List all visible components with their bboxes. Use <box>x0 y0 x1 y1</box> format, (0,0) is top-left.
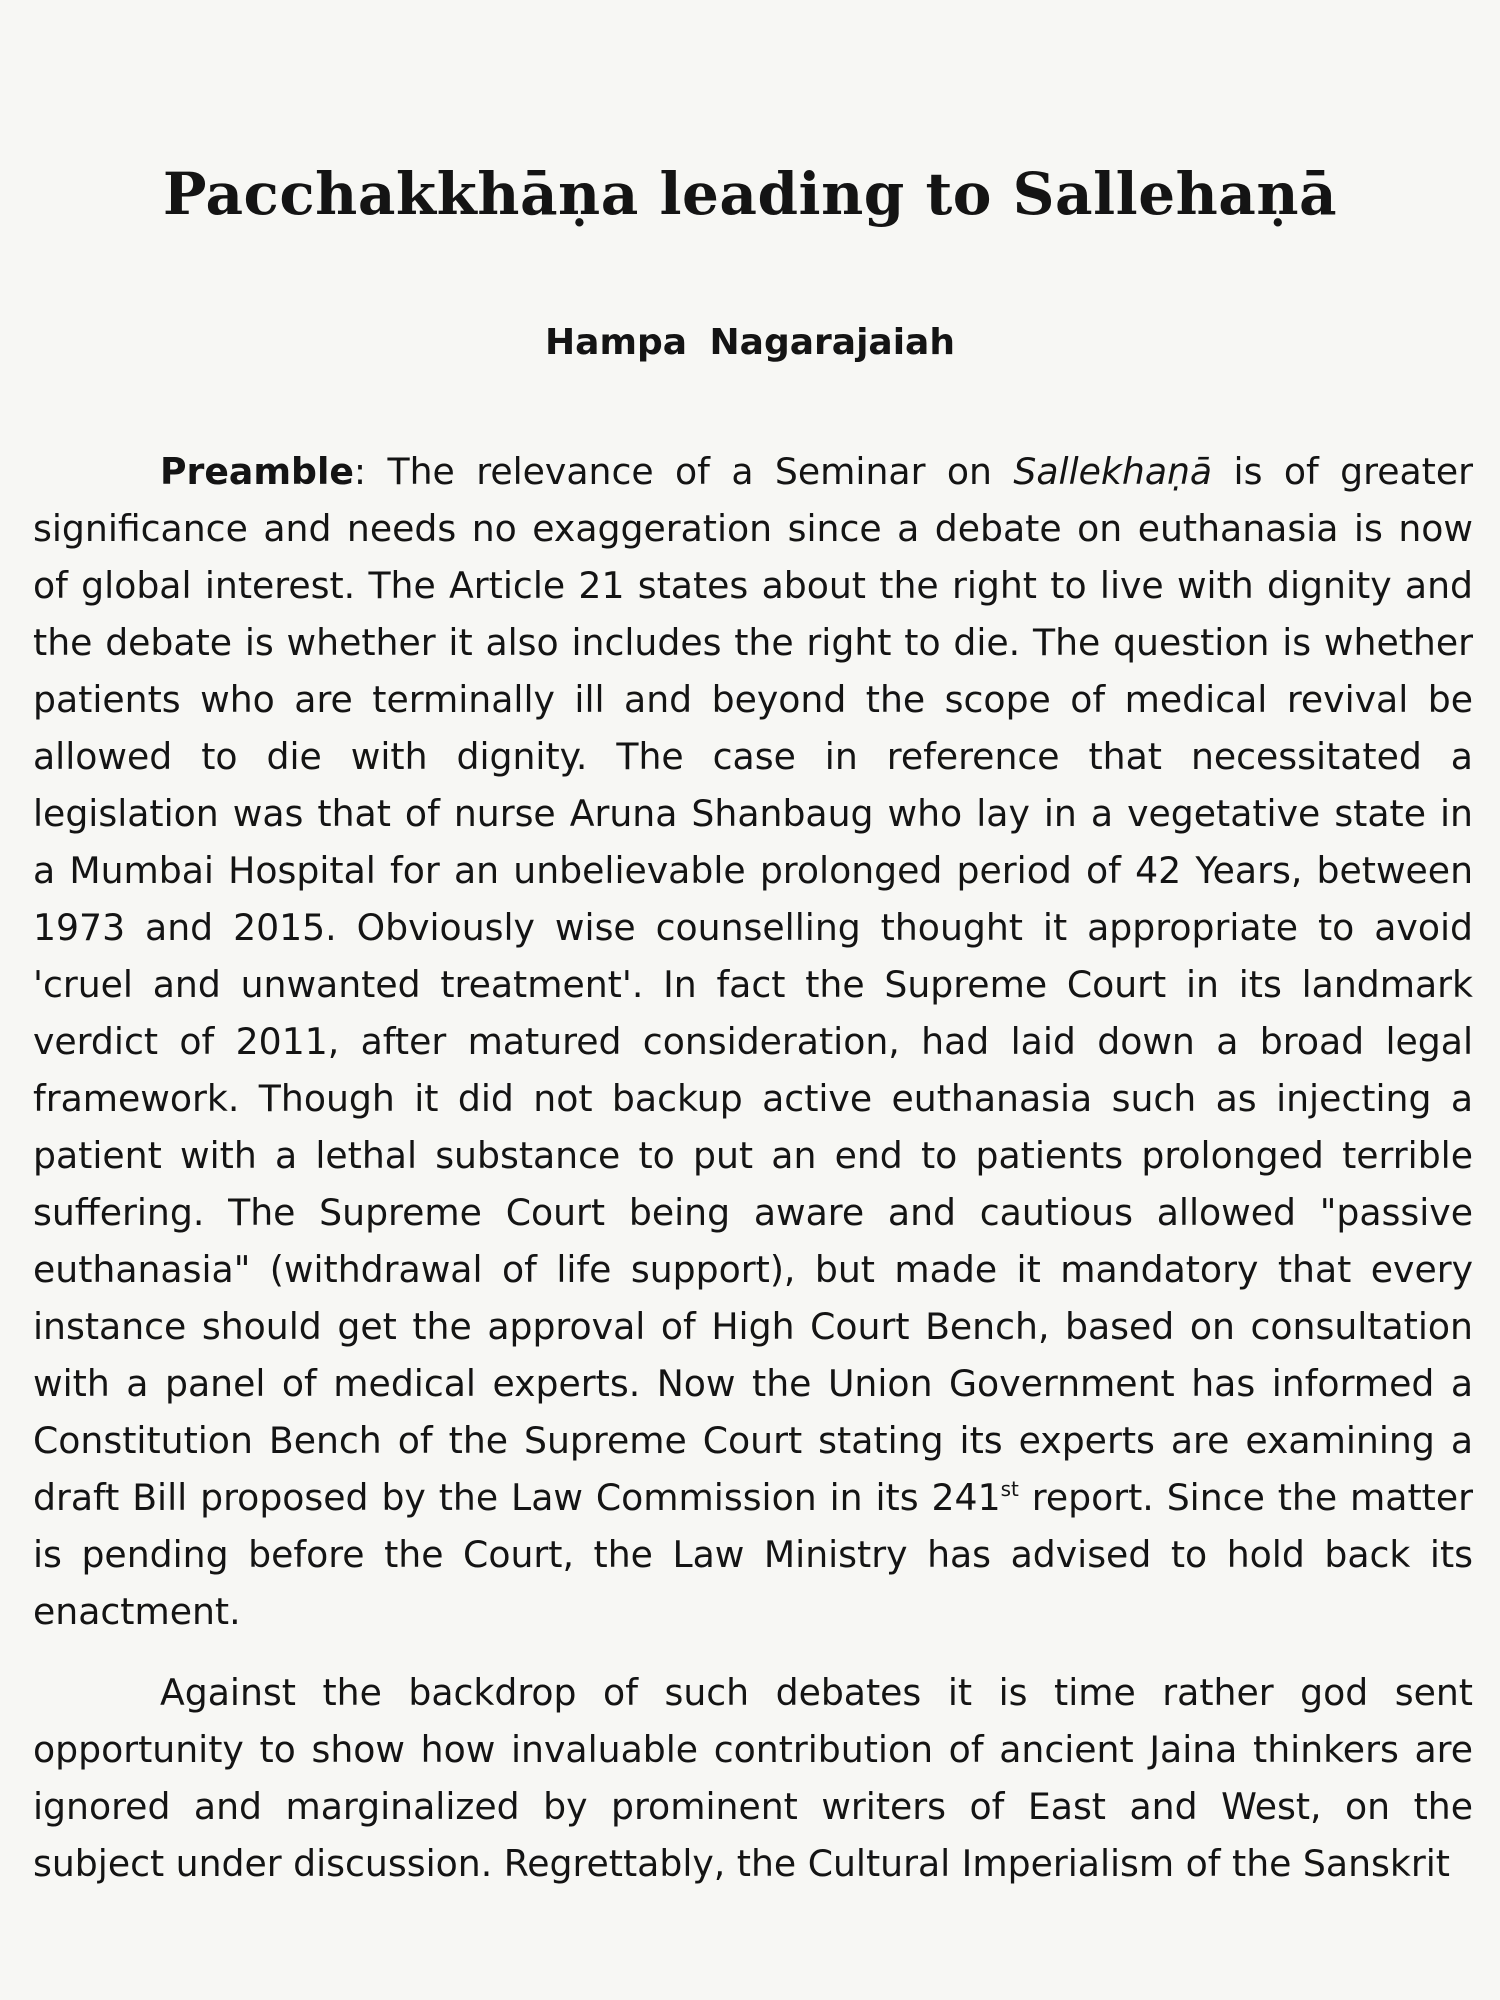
preamble-label: Preamble <box>160 450 354 493</box>
paragraph-backdrop <box>33 1664 1473 1892</box>
paragraph-text: report. Since the matter is pending before the Court, the Law Ministry has advised to hold back its enactment. <box>33 1476 1473 1633</box>
paragraph-text: is of greater significance and needs no exaggeration since a debate on euthanasia is now of global interest. The Article 21 states about the right to live with dignity and the debate is whether it also includes the right to die. The question is whether patients who are terminally ill and beyond the scope of medical revival be allowed to die with dignity. The case in reference that necessitated a legislation was that of nurse Aruna Shanbaug who lay in a vegetative state in a Mumbai Hospital for an unbelievable prolonged period of 42 Years, between 1973 and 2015. Obviously wise counselling thought it appropriate to avoid 'cruel and unwanted treatment'. In fact the Supreme Court in its landmark verdict of 2011, after matured consideration, had laid down a broad legal framework. Though it did not backup active euthanasia such as injecting a patient with a lethal substance to put an end to patients prolonged terrible suffering. The Supreme Court being aware and cautious allowed "passive euthanasia" (withdrawal of life support), but made it mandatory that every instance should get the approval of High Court Bench, based on consultation with a panel of medical experts. Now the Union Government has informed a Constitution Bench of the Supreme Court stating its experts are examining a draft Bill proposed by the Law Commission in its 241 <box>33 450 1473 1519</box>
author-name: Hampa Nagarajaiah <box>545 322 955 363</box>
paragraph-preamble <box>33 443 1473 1640</box>
article-body <box>33 443 1473 1892</box>
paragraph-text: The relevance of a Seminar on <box>366 450 1014 493</box>
article-title: Pacchakkhāṇa leading to Sallehaṇā <box>162 160 1338 228</box>
ordinal-superscript: st <box>1000 1477 1019 1501</box>
preamble-colon: : <box>353 450 367 493</box>
paragraph-text: Against the backdrop of such debates it is time rather god sent opportunity to show how invaluable contribution of ancient Jaina thinkers are ignored and marginalized by prominent writers of East and West, on the subject under discussion. Regrettably, the Cultural Imperialism of the Sanskrit <box>33 1671 1473 1885</box>
italic-term: Sallekhaṇā <box>1013 450 1213 493</box>
